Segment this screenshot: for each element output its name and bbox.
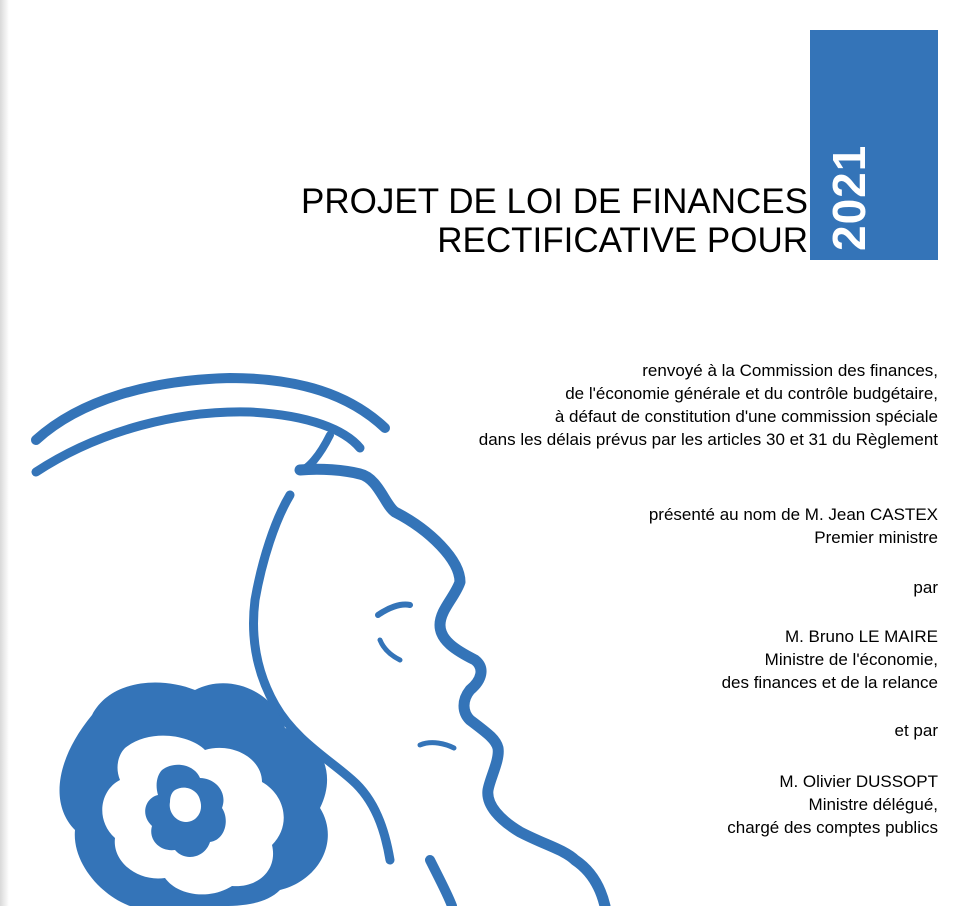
document-title [301, 182, 808, 260]
title-line-2: RECTIFICATIVE POUR [437, 221, 808, 260]
title-line-1: PROJET DE LOI DE FINANCES [301, 182, 808, 221]
by-label-text: par [913, 578, 938, 597]
minister-2 [727, 770, 938, 839]
and-by-label [895, 719, 938, 742]
minister-2-role: Ministre délégué, [808, 795, 938, 814]
presented-by-name: présenté au nom de M. Jean CASTEX [648, 505, 938, 524]
commission-line: renvoyé à la Commission des finances, [642, 361, 938, 380]
minister-1-role: Ministre de l'économie, [764, 650, 938, 669]
minister-2-name: M. Olivier DUSSOPT [779, 772, 938, 791]
commission-referral [479, 359, 938, 451]
year-label: 2021 [823, 144, 875, 251]
minister-2-role: chargé des comptes publics [727, 818, 938, 837]
minister-1-role: des finances et de la relance [721, 673, 938, 692]
commission-line: dans les délais prévus par les articles 30 et 31 du Règlement [478, 430, 938, 449]
and-by-label-text: et par [894, 721, 938, 740]
minister-1-name: M. Bruno LE MAIRE [784, 627, 938, 646]
minister-1 [722, 625, 938, 694]
commission-line: à défaut de constitution d'une commission spéciale [554, 407, 938, 426]
by-label [913, 576, 938, 599]
presented-by-role: Premier ministre [814, 528, 938, 547]
presented-by [649, 503, 938, 549]
commission-line: de l'économie générale et du contrôle budgétaire, [565, 384, 938, 403]
